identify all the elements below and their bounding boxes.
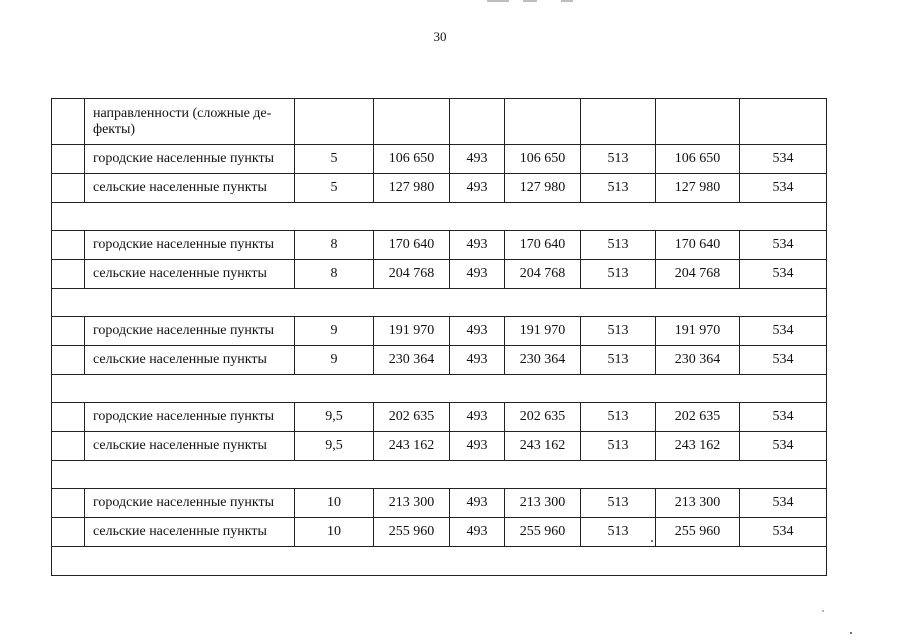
table-cell-settlement-type: городские населенные пункты (85, 231, 295, 260)
table-cell-index (52, 432, 85, 461)
table-cell-norm-3: 534 (740, 174, 827, 203)
table-cell-cost-1: 255 960 (374, 518, 450, 547)
table-cell-index (52, 489, 85, 518)
table-body (52, 99, 827, 576)
scan-speck (822, 610, 824, 612)
table-cell-settlement-type: сельские населенные пункты (85, 432, 295, 461)
table-cell-settlement-type: сельские населенные пункты (85, 346, 295, 375)
table-cell (656, 99, 740, 145)
scan-artifact (561, 0, 573, 2)
table-cell-coefficient: 9 (295, 317, 374, 346)
table-cell-index (52, 231, 85, 260)
table-cell-coefficient: 10 (295, 489, 374, 518)
table-cell-index (52, 145, 85, 174)
table-cell-norm-3: 534 (740, 518, 827, 547)
table-cell-norm-2: 513 (581, 489, 656, 518)
continued-category-text: направленности (сложные де- фекты) (93, 105, 272, 137)
table-row (52, 518, 827, 547)
table-cell-separator (52, 203, 827, 231)
table-cell-norm-3: 534 (740, 432, 827, 461)
table-cell-cost-1: 202 635 (374, 403, 450, 432)
table-cell-norm-1: 493 (450, 489, 505, 518)
table-cell (374, 99, 450, 145)
table-cell-cost-2: 170 640 (505, 231, 581, 260)
table-cell-norm-2: 513 (581, 260, 656, 289)
scan-artifact (487, 0, 509, 2)
table-row (52, 346, 827, 375)
table-cell-cost-3: 202 635 (656, 403, 740, 432)
table-cell-norm-1: 493 (450, 432, 505, 461)
table-cell-cost-3: 170 640 (656, 231, 740, 260)
table-cell-norm-1: 493 (450, 260, 505, 289)
table-cell-coefficient: 9,5 (295, 403, 374, 432)
table-cell-cost-3: 204 768 (656, 260, 740, 289)
tariff-table (51, 98, 827, 576)
table-cell-cost-2: 202 635 (505, 403, 581, 432)
table-row (52, 403, 827, 432)
table-cell-coefficient: 9,5 (295, 432, 374, 461)
table-cell-norm-2: 513 (581, 518, 656, 547)
table-cell-separator (52, 289, 827, 317)
table-cell-norm-3: 534 (740, 260, 827, 289)
table-cell-norm-3: 534 (740, 403, 827, 432)
table-cell-cost-1: 127 980 (374, 174, 450, 203)
table-cell-settlement-type: городские населенные пункты (85, 145, 295, 174)
table-cell-separator (52, 375, 827, 403)
table-cell-settlement-type: сельские населенные пункты (85, 518, 295, 547)
table-cell-cost-2: 255 960 (505, 518, 581, 547)
page-number: 30 (433, 29, 447, 44)
table-row-separator (52, 547, 827, 576)
table-cell-settlement-type: городские населенные пункты (85, 489, 295, 518)
table-row (52, 489, 827, 518)
table-row (52, 260, 827, 289)
table-cell-cost-3: 230 364 (656, 346, 740, 375)
table-cell-coefficient: 5 (295, 174, 374, 203)
scan-speck (850, 632, 852, 634)
table-cell-norm-2: 513 (581, 317, 656, 346)
table-cell-norm-1: 493 (450, 403, 505, 432)
table-cell-cost-3: 213 300 (656, 489, 740, 518)
table-cell-norm-2: 513 (581, 346, 656, 375)
table-cell-cost-2: 204 768 (505, 260, 581, 289)
table-cell-norm-3: 534 (740, 346, 827, 375)
table-cell-norm-1: 493 (450, 145, 505, 174)
table-cell (740, 99, 827, 145)
table-cell-coefficient: 5 (295, 145, 374, 174)
table-cell-cost-3: 255 960 (656, 518, 740, 547)
table-cell-index (52, 99, 85, 145)
table-cell-cost-2: 213 300 (505, 489, 581, 518)
table-cell (295, 99, 374, 145)
table-cell-norm-2: 513 (581, 231, 656, 260)
table-cell-settlement-type: городские населенные пункты (85, 317, 295, 346)
table-cell-cost-2: 106 650 (505, 145, 581, 174)
table-row (52, 432, 827, 461)
table-cell-norm-2: 513 (581, 174, 656, 203)
table-cell-norm-1: 493 (450, 518, 505, 547)
table-cell-norm-3: 534 (740, 231, 827, 260)
table-cell-cost-3: 127 980 (656, 174, 740, 203)
table-cell-norm-1: 493 (450, 317, 505, 346)
table-row (52, 174, 827, 203)
table-cell-index (52, 317, 85, 346)
table-cell-cost-1: 106 650 (374, 145, 450, 174)
table-row-continued-label (52, 99, 827, 145)
table-cell-cost-2: 230 364 (505, 346, 581, 375)
table-cell-cost-1: 230 364 (374, 346, 450, 375)
continued-category-label (85, 99, 295, 145)
table-row (52, 231, 827, 260)
table-row (52, 145, 827, 174)
table-cell-norm-3: 534 (740, 145, 827, 174)
table-cell-cost-1: 204 768 (374, 260, 450, 289)
table-cell-cost-3: 191 970 (656, 317, 740, 346)
table-cell-cost-1: 191 970 (374, 317, 450, 346)
table-row-separator (52, 461, 827, 489)
table-cell-index (52, 518, 85, 547)
scan-speck (651, 540, 653, 542)
table-cell-coefficient: 8 (295, 260, 374, 289)
table-row-separator (52, 289, 827, 317)
table-cell-index (52, 346, 85, 375)
table-cell-norm-3: 534 (740, 317, 827, 346)
table-cell-cost-2: 191 970 (505, 317, 581, 346)
table-cell-settlement-type: сельские населенные пункты (85, 260, 295, 289)
table-cell-cost-1: 213 300 (374, 489, 450, 518)
table-cell-index (52, 260, 85, 289)
table-cell-cost-2: 127 980 (505, 174, 581, 203)
table-cell-coefficient: 8 (295, 231, 374, 260)
table-cell (581, 99, 656, 145)
table-cell-cost-2: 243 162 (505, 432, 581, 461)
table-cell-index (52, 174, 85, 203)
table-cell-cost-1: 243 162 (374, 432, 450, 461)
table-row-separator (52, 375, 827, 403)
table-cell-norm-3: 534 (740, 489, 827, 518)
table-row-separator (52, 203, 827, 231)
table-cell-norm-2: 513 (581, 403, 656, 432)
table-cell-norm-2: 513 (581, 145, 656, 174)
table-cell-norm-1: 493 (450, 174, 505, 203)
table-cell-cost-3: 243 162 (656, 432, 740, 461)
table-cell-cost-3: 106 650 (656, 145, 740, 174)
scan-artifact (523, 0, 537, 2)
table-cell (505, 99, 581, 145)
table-cell-settlement-type: сельские населенные пункты (85, 174, 295, 203)
document-table-container (51, 98, 826, 576)
table-cell-index (52, 403, 85, 432)
table-cell-norm-1: 493 (450, 231, 505, 260)
table-cell-norm-2: 513 (581, 432, 656, 461)
table-cell-coefficient: 10 (295, 518, 374, 547)
table-cell-cost-1: 170 640 (374, 231, 450, 260)
table-cell-settlement-type: городские населенные пункты (85, 403, 295, 432)
table-row (52, 317, 827, 346)
table-cell-coefficient: 9 (295, 346, 374, 375)
table-cell (450, 99, 505, 145)
table-cell-norm-1: 493 (450, 346, 505, 375)
table-cell-separator (52, 547, 827, 576)
table-cell-separator (52, 461, 827, 489)
